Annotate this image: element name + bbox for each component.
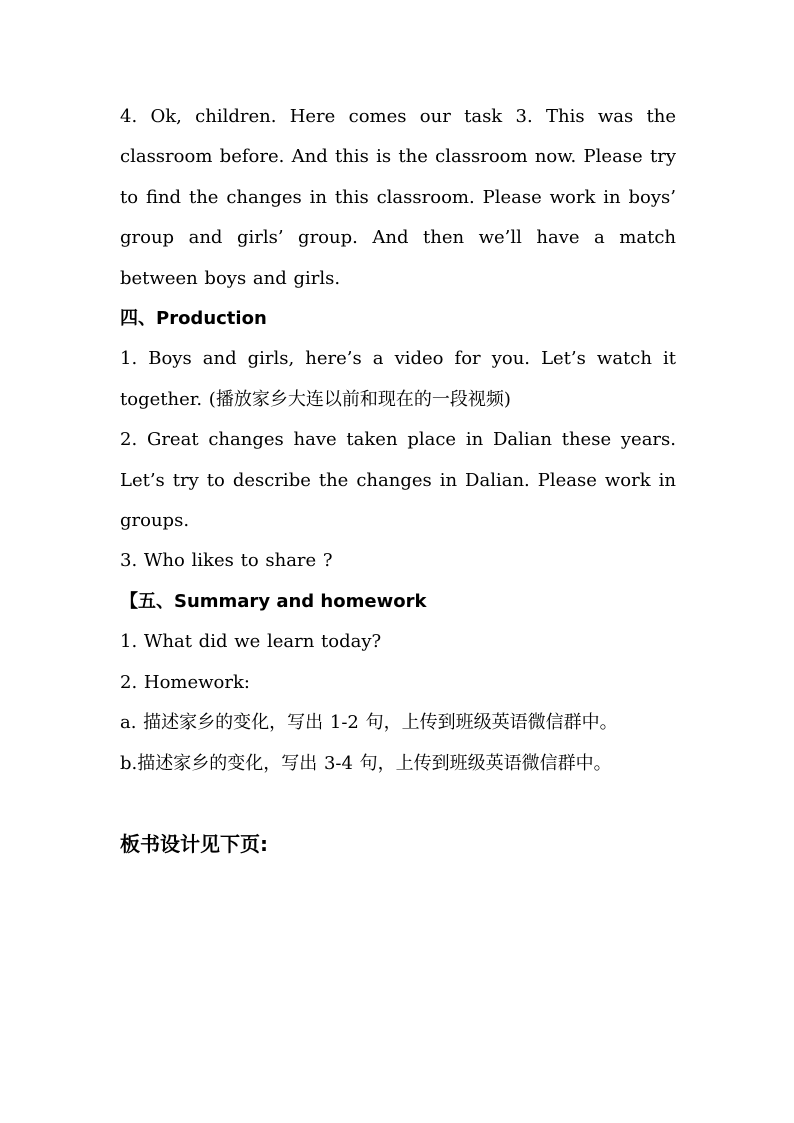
section-production-heading: 四、Production [120, 308, 267, 330]
production-item-2: 2. Great changes have taken place in Dalian these years. Let’s try to describe the changes in Dalian. Please work in groups. [120, 429, 676, 532]
summary-item-1: 1. What did we learn today? [120, 631, 382, 653]
production-item-3: 3. Who likes to share ? [120, 550, 333, 572]
homework-item-b: b.描述家乡的变化，写出 3-4 句，上传到班级英语微信群中。 [120, 752, 612, 774]
board-design-note: 板书设计见下页: [120, 831, 268, 856]
document-body [120, 97, 676, 864]
blank-gap [120, 784, 676, 824]
homework-item-a: a. 描述家乡的变化，写出 1-2 句，上传到班级英语微信群中。 [120, 712, 618, 734]
summary-item-2: 2. Homework: [120, 671, 250, 693]
section-summary-heading: 【五、Summary and homework [120, 590, 427, 612]
task3-paragraph: 4. Ok, children. Here comes our task 3. This was the classroom before. And this is the classroom now. Please try to find the changes in this classroom. Please work in boys’ group and girls’ group. And then we’ll have a match between boys and girls. [120, 106, 676, 289]
production-item-1: 1. Boys and girls, here’s a video for you. Let’s watch it together. (播放家乡大连以前和现在的一段视频) [120, 348, 676, 410]
